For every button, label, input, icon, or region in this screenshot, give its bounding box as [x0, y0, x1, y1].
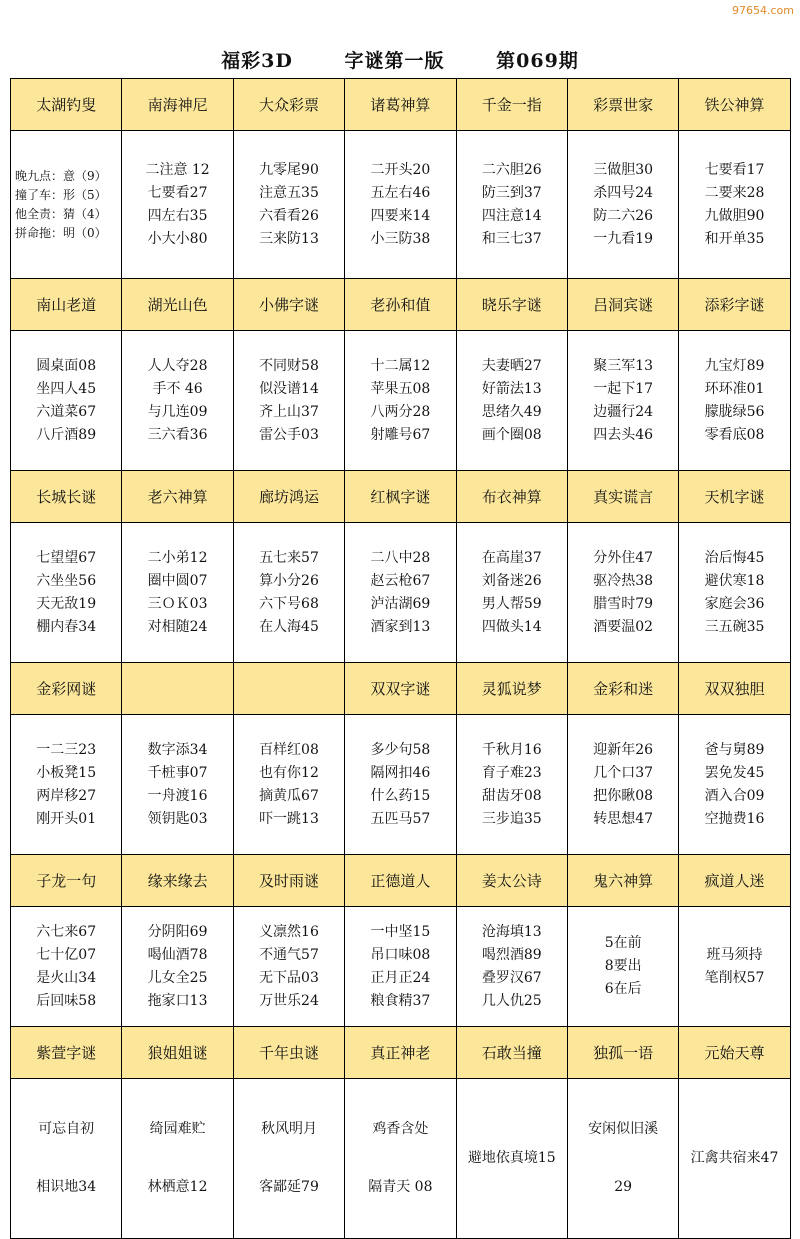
riddle-line: 班马须持 — [706, 946, 763, 963]
riddle-line: 似没谱14 — [259, 380, 319, 397]
riddle-line: 百样红08 — [259, 741, 319, 758]
riddle-line: 转思想47 — [593, 810, 654, 827]
column-header: 真正神老 — [345, 1027, 456, 1079]
riddle-line: 义凛然16 — [259, 923, 319, 940]
riddle-cell — [11, 523, 122, 663]
riddle-line: 棚内春34 — [36, 618, 97, 635]
column-header: 廊坊鸿运 — [234, 471, 345, 523]
riddle-cell — [11, 715, 122, 855]
riddle-line: 酒入合09 — [704, 787, 765, 804]
riddle-line: 家庭会36 — [704, 595, 765, 612]
riddle-line: 三来防13 — [259, 230, 319, 247]
riddle-line: 8要出 — [604, 958, 642, 974]
riddle-line: 九零尾90 — [259, 161, 319, 178]
riddle-cell — [234, 907, 345, 1027]
riddle-line: 喝烈酒89 — [481, 946, 542, 963]
riddle-line: 不同财58 — [259, 357, 319, 374]
riddle-line: 人人夺28 — [147, 357, 208, 374]
riddle-cell — [234, 715, 345, 855]
riddle-cell — [679, 331, 790, 471]
riddle-cell — [568, 1079, 679, 1239]
column-header: 吕洞宾谜 — [568, 279, 679, 331]
riddle-line: 小三防38 — [370, 230, 431, 247]
riddle-cell — [568, 131, 679, 279]
header-row — [11, 279, 791, 331]
riddle-cell — [122, 1079, 233, 1239]
riddle-line: 江禽共宿来47 — [690, 1150, 779, 1166]
riddle-line: 一舟渡16 — [147, 787, 208, 804]
column-header: 疯道人迷 — [679, 855, 790, 907]
column-header: 独孤一语 — [568, 1027, 679, 1079]
riddle-line: 苹果五08 — [370, 380, 431, 397]
riddle-line: 小大小80 — [147, 230, 208, 247]
riddle-cell — [122, 523, 233, 663]
column-header: 金彩和迷 — [568, 663, 679, 715]
column-header: 姜太公诗 — [457, 855, 568, 907]
riddle-cell — [345, 907, 456, 1027]
riddle-line: 避地依真境15 — [467, 1150, 556, 1166]
riddle-line: 防二六26 — [593, 207, 654, 224]
riddle-line: 六下号68 — [259, 595, 319, 612]
riddle-line: 喝仙酒78 — [147, 946, 208, 963]
riddle-line: 撞了车：形（5） — [15, 187, 107, 202]
riddle-line: 与几连09 — [147, 403, 208, 420]
riddle-line: 八两分28 — [370, 403, 431, 420]
riddle-line: 算小分26 — [259, 572, 319, 589]
riddle-line: 泸沽湖69 — [370, 595, 431, 612]
riddle-line: 驱冷热38 — [593, 572, 654, 589]
column-header: 大众彩票 — [234, 79, 345, 131]
riddle-line: 和开单35 — [704, 230, 765, 247]
column-header: 元始天尊 — [679, 1027, 790, 1079]
riddle-line: 粮食精37 — [370, 992, 431, 1009]
riddle-line: 甜齿牙08 — [481, 787, 542, 804]
riddle-line: 天无敌19 — [36, 595, 97, 612]
riddle-line: 七十亿07 — [36, 946, 97, 963]
riddle-line: 爸与舅89 — [704, 741, 765, 758]
riddle-line: 一中坚15 — [370, 923, 431, 940]
riddle-line: 朦胧绿56 — [704, 403, 765, 420]
riddle-line: 把你瞅08 — [593, 787, 654, 804]
riddle-cell — [122, 715, 233, 855]
riddle-line: 二注意 12 — [145, 161, 210, 178]
riddle-line: 空抛费16 — [704, 810, 765, 827]
riddle-line: 多少句58 — [370, 741, 431, 758]
riddle-line: 数字添34 — [147, 741, 208, 758]
riddle-cell — [679, 523, 790, 663]
riddle-line: 五匹马57 — [370, 810, 431, 827]
riddle-line: 圆桌面08 — [36, 357, 97, 374]
column-header: 千金一指 — [457, 79, 568, 131]
column-header: 灵狐说梦 — [457, 663, 568, 715]
column-header: 布衣神算 — [457, 471, 568, 523]
riddle-line: 什么药15 — [370, 787, 431, 804]
riddle-line: 二八中28 — [370, 549, 431, 566]
riddle-line: 酒家到13 — [370, 618, 431, 635]
riddle-line: 笔削权57 — [704, 969, 765, 986]
riddle-line: 刘备迷26 — [481, 572, 542, 589]
riddle-cell — [568, 523, 679, 663]
riddle-line: 六道菜67 — [36, 403, 97, 420]
riddle-line: 他全责：猜（4） — [15, 206, 107, 221]
column-header: 红枫字谜 — [345, 471, 456, 523]
riddle-line: 四注意14 — [481, 207, 542, 224]
riddle-line: 绮园难贮 — [149, 1121, 206, 1137]
riddle-line: 二六胆26 — [481, 161, 542, 178]
riddle-line: 叠罗汉67 — [481, 969, 542, 986]
riddle-line: 三六看36 — [147, 426, 208, 443]
content-row — [11, 1079, 791, 1239]
riddle-line: 三步追35 — [481, 810, 542, 827]
riddle-cell — [457, 1079, 568, 1239]
riddle-cell — [457, 331, 568, 471]
content-row — [11, 331, 791, 471]
riddle-cell — [345, 331, 456, 471]
riddle-line: 防三到37 — [481, 184, 542, 201]
riddle-line: 小板凳15 — [36, 764, 97, 781]
riddle-line: 零看底08 — [704, 426, 765, 443]
riddle-line: 坐四人45 — [36, 380, 97, 397]
riddle-line: 分外住47 — [593, 549, 654, 566]
riddle-line: 无下品03 — [259, 969, 319, 986]
riddle-cell — [457, 715, 568, 855]
header-row — [11, 1027, 791, 1079]
riddle-line: 隔青天 08 — [368, 1179, 433, 1195]
riddle-line: 杀四号24 — [593, 184, 654, 201]
riddle-line: 千桩事07 — [147, 764, 208, 781]
riddle-line: 秋风明月 — [260, 1121, 317, 1137]
riddle-cell — [345, 523, 456, 663]
riddle-line: 四做头14 — [481, 618, 542, 635]
riddle-line: 摘黄瓜67 — [259, 787, 319, 804]
column-header: 狼姐姐谜 — [122, 1027, 233, 1079]
riddle-cell — [457, 131, 568, 279]
header-row — [11, 663, 791, 715]
riddle-line: 六看看26 — [259, 207, 319, 224]
riddle-line: 鸡香含处 — [372, 1121, 429, 1137]
column-header: 及时雨谜 — [234, 855, 345, 907]
riddle-line: 领钥匙03 — [147, 810, 208, 827]
riddle-line: 分阴阳69 — [147, 923, 208, 940]
riddle-line: 画个圈08 — [481, 426, 542, 443]
riddle-line: 环环准01 — [704, 380, 765, 397]
content-row — [11, 523, 791, 663]
riddle-line: 晚九点：意（9） — [15, 168, 107, 183]
riddle-cell — [568, 715, 679, 855]
riddle-line: 隔网扣46 — [370, 764, 431, 781]
riddle-cell — [457, 523, 568, 663]
column-header: 金彩网谜 — [11, 663, 122, 715]
riddle-cell — [234, 331, 345, 471]
riddle-line: 5在前 — [604, 935, 642, 951]
column-header: 长城长谜 — [11, 471, 122, 523]
column-header: 石敢当撞 — [457, 1027, 568, 1079]
content-row — [11, 131, 791, 279]
header-row — [11, 855, 791, 907]
riddle-line: 相识地34 — [36, 1179, 97, 1195]
riddle-cell — [679, 131, 790, 279]
riddle-line: 一九看19 — [593, 230, 654, 247]
page-title — [0, 46, 800, 73]
riddle-line: 手不 46 — [152, 380, 203, 397]
riddle-line: 思绪久49 — [481, 403, 542, 420]
riddle-cell — [234, 131, 345, 279]
riddle-cell — [568, 907, 679, 1027]
brand-title: 福彩3D — [221, 50, 293, 72]
riddle-line: 七望望67 — [36, 549, 97, 566]
riddle-line: 圈中圆07 — [147, 572, 208, 589]
column-header: 小佛字谜 — [234, 279, 345, 331]
column-header — [122, 663, 233, 715]
riddle-line: 治后悔45 — [704, 549, 765, 566]
riddle-line: 二要来28 — [704, 184, 765, 201]
column-header — [234, 663, 345, 715]
column-header: 铁公神算 — [679, 79, 790, 131]
riddle-cell — [122, 131, 233, 279]
riddle-line: 四去头46 — [593, 426, 654, 443]
column-header: 诸葛神算 — [345, 79, 456, 131]
riddle-line: 是火山34 — [36, 969, 97, 986]
riddle-line: 安闲似旧溪 — [588, 1121, 659, 1137]
riddle-line: 吓一跳13 — [259, 810, 319, 827]
riddle-line: 避伏寒18 — [704, 572, 765, 589]
riddle-line: 后回味58 — [36, 992, 97, 1009]
riddle-cell — [11, 907, 122, 1027]
column-header: 鬼六神算 — [568, 855, 679, 907]
riddle-line: 也有你12 — [259, 764, 319, 781]
column-header: 千年虫谜 — [234, 1027, 345, 1079]
column-header: 太湖钓叟 — [11, 79, 122, 131]
riddle-line: 沧海填13 — [481, 923, 542, 940]
riddle-line: 儿女全25 — [147, 969, 208, 986]
riddle-line: 正月正24 — [370, 969, 431, 986]
riddle-table — [10, 78, 791, 1239]
riddle-line: 一二三23 — [36, 741, 97, 758]
riddle-cell — [345, 715, 456, 855]
content-row — [11, 907, 791, 1027]
riddle-line: 万世乐24 — [259, 992, 319, 1009]
riddle-line: 两岸移27 — [36, 787, 97, 804]
riddle-cell — [234, 523, 345, 663]
riddle-line: 六七来67 — [36, 923, 97, 940]
riddle-line: 吊口味08 — [370, 946, 431, 963]
riddle-line: 十二属12 — [370, 357, 431, 374]
riddle-cell — [234, 1079, 345, 1239]
riddle-line: 射雕号67 — [370, 426, 431, 443]
riddle-line: 几人仇25 — [481, 992, 542, 1009]
riddle-line: 夫妻晒27 — [481, 357, 542, 374]
riddle-line: 一起下17 — [593, 380, 654, 397]
content-row — [11, 715, 791, 855]
column-header: 老六神算 — [122, 471, 233, 523]
riddle-line: 6在后 — [604, 981, 642, 997]
riddle-line: 千秋月16 — [481, 741, 542, 758]
riddle-line: 七要看27 — [147, 184, 208, 201]
riddle-line: 几个口37 — [593, 764, 654, 781]
riddle-line: 聚三军13 — [593, 357, 654, 374]
riddle-line: 齐上山37 — [259, 403, 319, 420]
riddle-line: 腊雪时79 — [593, 595, 654, 612]
riddle-line: 五左右46 — [370, 184, 431, 201]
riddle-line: 赵云枪67 — [370, 572, 431, 589]
riddle-line: 九宝灯89 — [704, 357, 765, 374]
riddle-line: 客鄙延79 — [259, 1179, 319, 1195]
riddle-line: 好箭法13 — [481, 380, 542, 397]
riddle-line: 二开头20 — [370, 161, 431, 178]
column-header: 双双独胆 — [679, 663, 790, 715]
riddle-line: 八斤酒89 — [36, 426, 97, 443]
riddle-cell — [122, 907, 233, 1027]
column-header: 湖光山色 — [122, 279, 233, 331]
column-header: 南海神尼 — [122, 79, 233, 131]
riddle-line: 五七来57 — [259, 549, 319, 566]
riddle-line: 林栖意12 — [147, 1179, 208, 1195]
riddle-cell — [679, 907, 790, 1027]
riddle-line: 九做胆90 — [704, 207, 765, 224]
header-row — [11, 471, 791, 523]
column-header: 缘来缘去 — [122, 855, 233, 907]
riddle-line: 罢免发45 — [704, 764, 765, 781]
riddle-line: 在高崖37 — [481, 549, 542, 566]
column-header: 双双字谜 — [345, 663, 456, 715]
column-header: 真实谎言 — [568, 471, 679, 523]
riddle-line: 边疆行24 — [593, 403, 654, 420]
subtitle: 字谜第一版 — [344, 50, 445, 72]
riddle-cell — [11, 131, 122, 279]
header-row — [11, 79, 791, 131]
riddle-cell — [568, 331, 679, 471]
column-header: 晓乐字谜 — [457, 279, 568, 331]
riddle-line: 对相随24 — [147, 618, 208, 635]
riddle-cell — [11, 1079, 122, 1239]
column-header: 子龙一句 — [11, 855, 122, 907]
riddle-line: 三做胆30 — [593, 161, 654, 178]
column-header: 南山老道 — [11, 279, 122, 331]
riddle-line: 迎新年26 — [593, 741, 654, 758]
riddle-line: 男人帮59 — [481, 595, 542, 612]
riddle-line: 在人海45 — [259, 618, 319, 635]
riddle-line: 可忘自初 — [38, 1121, 95, 1137]
riddle-line: 四左右35 — [147, 207, 208, 224]
riddle-line: 育子难23 — [481, 764, 542, 781]
riddle-line: 刚开头01 — [36, 810, 97, 827]
riddle-line: 和三七37 — [481, 230, 542, 247]
column-header: 老孙和值 — [345, 279, 456, 331]
column-header: 天机字谜 — [679, 471, 790, 523]
riddle-line: 不通气57 — [259, 946, 319, 963]
column-header: 彩票世家 — [568, 79, 679, 131]
riddle-line: 七要看17 — [704, 161, 765, 178]
riddle-line: 酒要温02 — [593, 618, 654, 635]
riddle-cell — [679, 1079, 790, 1239]
riddle-line: 拖家口13 — [147, 992, 208, 1009]
riddle-cell — [11, 331, 122, 471]
riddle-cell — [457, 907, 568, 1027]
riddle-line: 雷公手03 — [259, 426, 319, 443]
issue-number: 第069期 — [496, 50, 579, 72]
riddle-cell — [679, 715, 790, 855]
riddle-line: 拼命拖：明（0） — [15, 225, 107, 240]
riddle-line: 三ＯＫ03 — [147, 595, 208, 612]
watermark: 97654.com — [732, 4, 794, 17]
riddle-line: 六坐坐56 — [36, 572, 97, 589]
column-header: 紫萱字谜 — [11, 1027, 122, 1079]
column-header: 添彩字谜 — [679, 279, 790, 331]
riddle-line: 二小弟12 — [147, 549, 208, 566]
riddle-cell — [345, 131, 456, 279]
riddle-line: 注意五35 — [259, 184, 319, 201]
riddle-line: 29 — [614, 1179, 633, 1195]
riddle-cell — [345, 1079, 456, 1239]
riddle-line: 四要来14 — [370, 207, 431, 224]
column-header: 正德道人 — [345, 855, 456, 907]
riddle-cell — [122, 331, 233, 471]
riddle-line: 三五碗35 — [704, 618, 765, 635]
